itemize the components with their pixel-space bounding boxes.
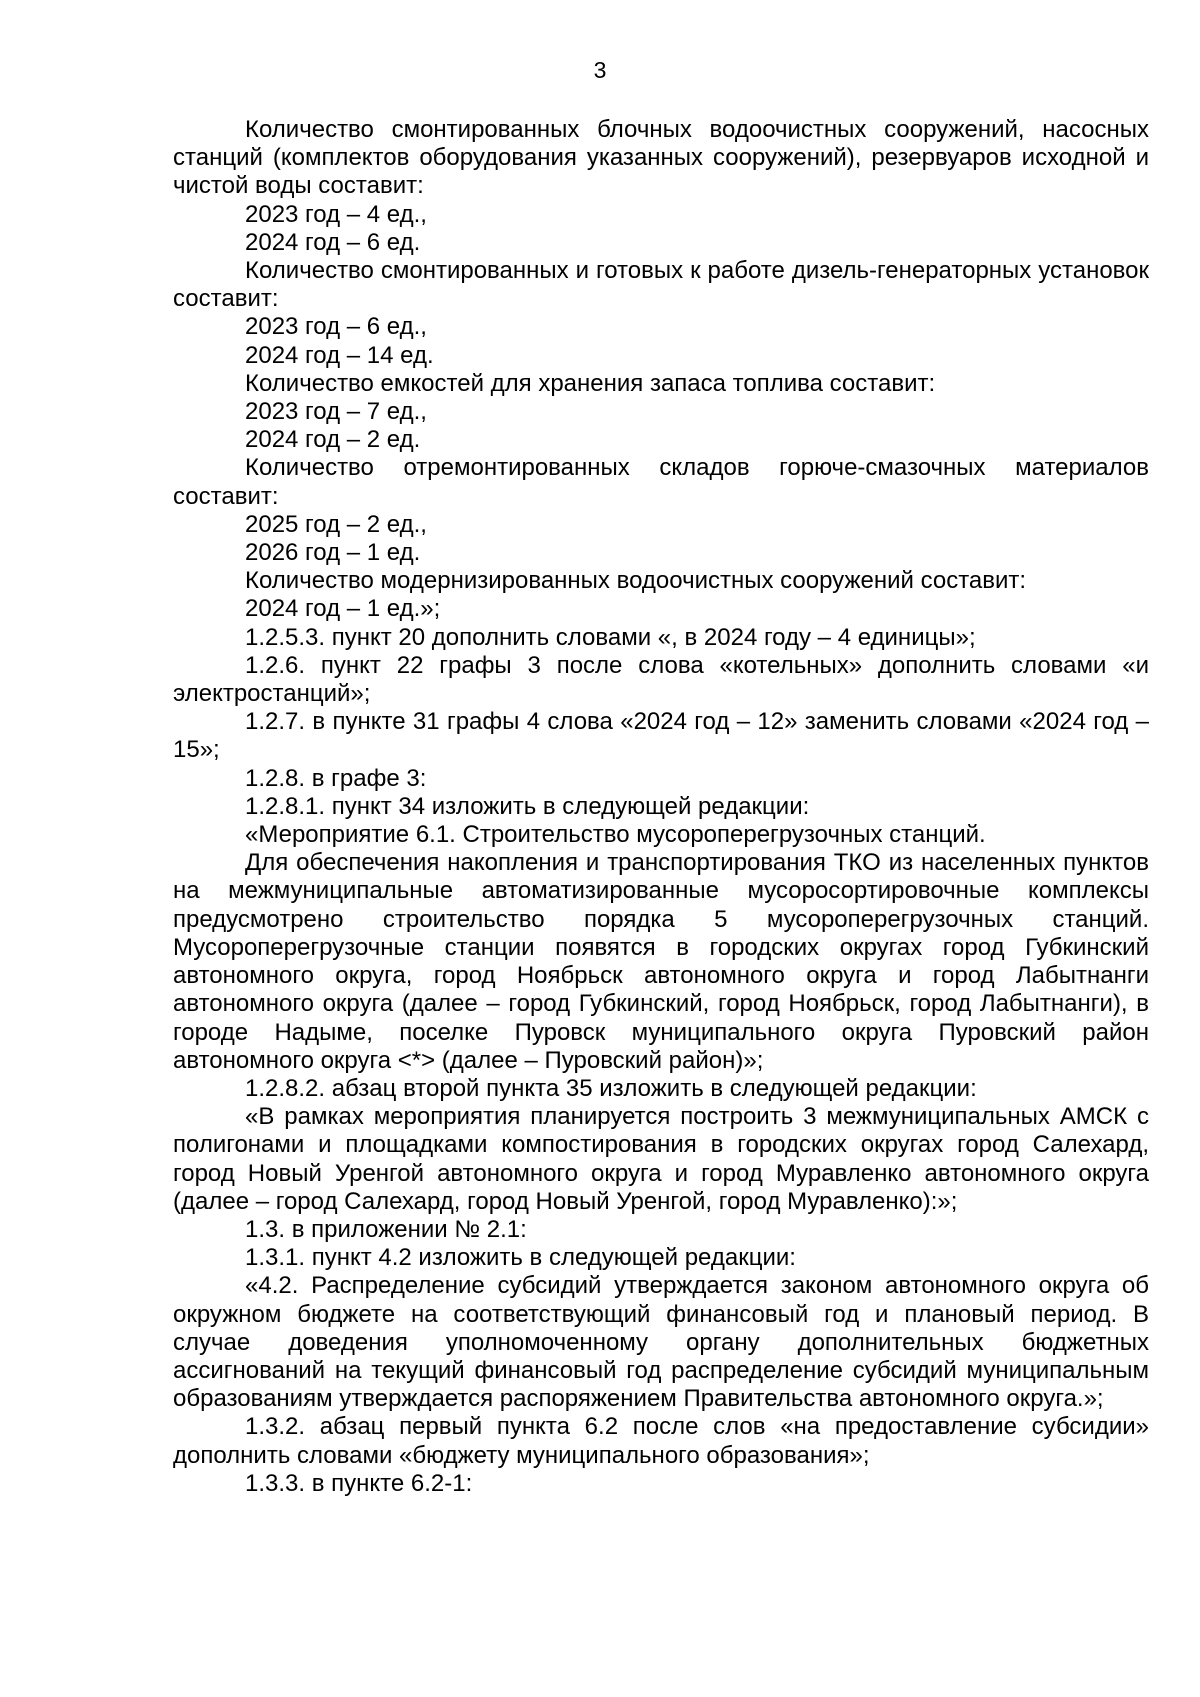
page-number: 3 <box>593 57 607 83</box>
document-body <box>173 116 1149 1498</box>
paragraph: 1.2.6. пункт 22 графы 3 после слова «котельных» дополнить словами «и электростанций»; <box>173 651 1149 708</box>
paragraph: 2024 год – 1 ед.»; <box>245 595 441 623</box>
paragraph: 2024 год – 6 ед. <box>245 228 421 256</box>
paragraph: «В рамках мероприятия планируется построить 3 межмуниципальных АМСК с полигонами и площадками компостирования в городских округах город Салехард, город Новый Уренгой автономного округа и город Муравленко автономного округа (далее – город Салехард, город Новый Уренгой, город Муравленко):»; <box>173 1103 1149 1215</box>
paragraph: 1.2.8.1. пункт 34 изложить в следующей редакции: <box>245 792 810 820</box>
paragraph: 1.2.8. в графе 3: <box>245 764 427 792</box>
paragraph: 1.2.5.3. пункт 20 дополнить словами «, в 2024 году – 4 единицы»; <box>245 623 976 651</box>
paragraph: 1.2.7. в пункте 31 графы 4 слова «2024 год – 12» заменить словами «2024 год – 15»; <box>173 708 1149 764</box>
paragraph: 2023 год – 7 ед., <box>245 398 427 426</box>
paragraph: 2023 год – 6 ед., <box>245 313 427 341</box>
paragraph: 2025 год – 2 ед., <box>245 510 427 538</box>
paragraph: «Мероприятие 6.1. Строительство мусороперегрузочных станций. <box>245 821 986 849</box>
paragraph: «4.2. Распределение субсидий утверждается законом автономного округа об окружном бюджете на соответствующий финансовый год и плановый период. В случае доведения уполномоченному органу дополнительных бюджетных ассигнований на текущий финансовый год распределение субсидий муниципальным образованиям утверждается распоряжением Правительства автономного округа.»; <box>173 1272 1149 1413</box>
paragraph: Количество смонтированных и готовых к работе дизель-генераторных установок составит: <box>173 257 1149 313</box>
paragraph: Количество отремонтированных складов горюче-смазочных материалов составит: <box>173 454 1149 510</box>
paragraph: Количество емкостей для хранения запаса топлива составит: <box>245 369 936 397</box>
paragraph: Количество модернизированных водоочистных сооружений составит: <box>245 567 1027 595</box>
paragraph: 1.3.2. абзац первый пункта 6.2 после слов «на предоставление субсидии» дополнить словами «бюджету муниципального образования»; <box>173 1413 1149 1469</box>
paragraph: 2024 год – 14 ед. <box>245 341 434 369</box>
paragraph: 1.3.3. в пункте 6.2-1: <box>245 1469 473 1497</box>
paragraph: 1.3.1. пункт 4.2 изложить в следующей редакции: <box>245 1244 796 1272</box>
paragraph: Количество смонтированных блочных водоочистных сооружений, насосных станций (комплектов оборудования указанных сооружений), резервуаров исходной и чистой воды составит: <box>173 116 1149 200</box>
paragraph: 1.2.8.2. абзац второй пункта 35 изложить в следующей редакции: <box>245 1074 977 1102</box>
paragraph: 2023 год – 4 ед., <box>245 200 427 228</box>
paragraph: 1.3. в приложении № 2.1: <box>245 1215 527 1243</box>
paragraph: 2026 год – 1 ед. <box>245 539 421 567</box>
paragraph: Для обеспечения накопления и транспортирования ТКО из населенных пунктов на межмуниципальные автоматизированные мусоросортировочные комплексы предусмотрено строительство порядка 5 мусороперегрузочных станций. Мусороперегрузочные станции появятся в городских округах город Губкинский автономного округа, город Ноябрьск автономного округа и город Лабытнанги автономного округа (далее – город Губкинский, город Ноябрьск, город Лабытнанги), в городе Надыме, поселке Пуровск муниципального округа Пуровский район автономного округа <*> (далее – Пуровский район)»; <box>173 849 1149 1074</box>
paragraph: 2024 год – 2 ед. <box>245 426 421 454</box>
